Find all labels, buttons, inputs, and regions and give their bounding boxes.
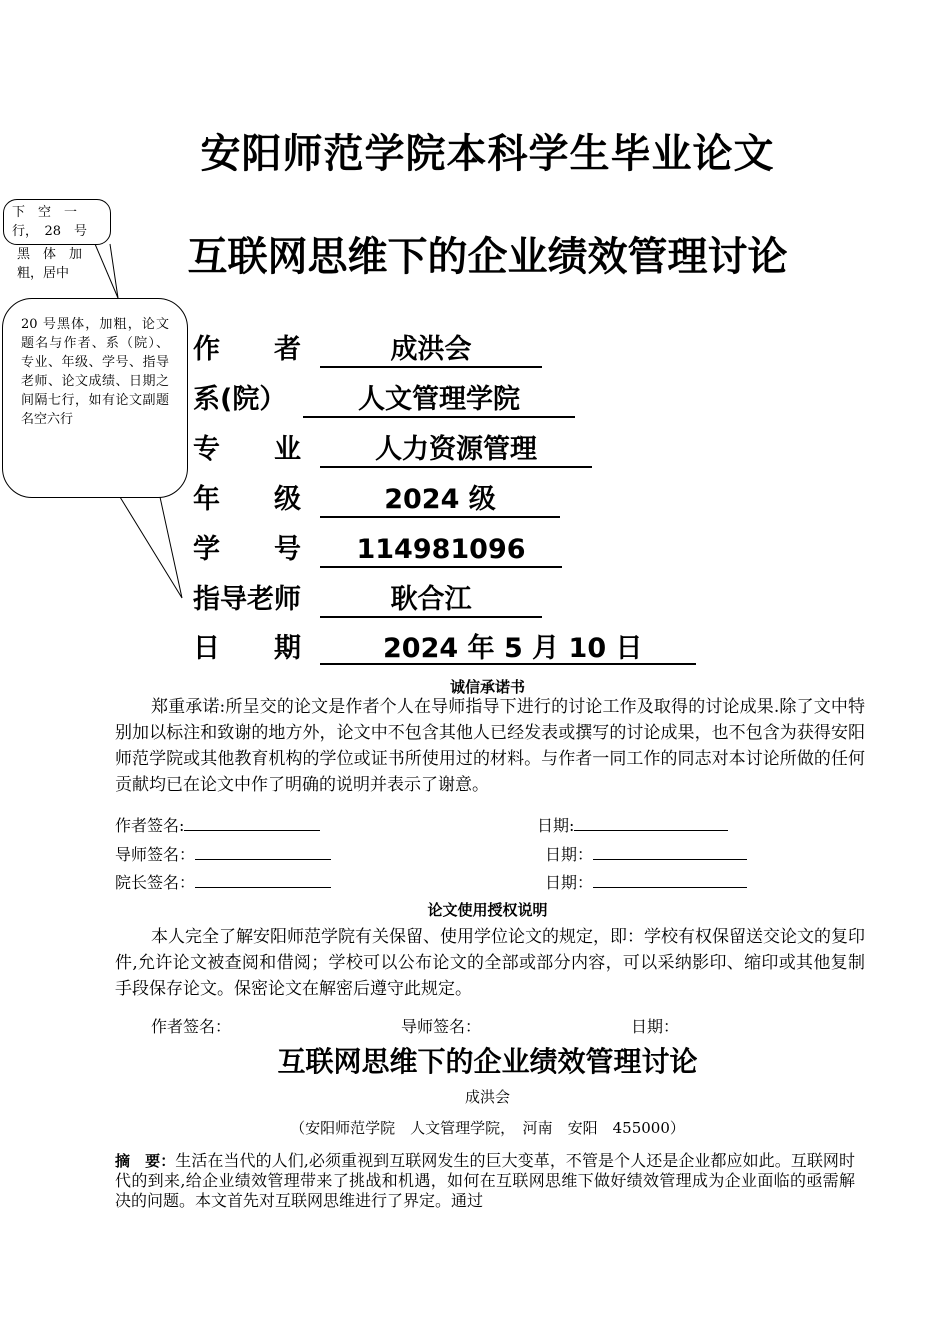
author-label: 作 者: [193, 334, 301, 365]
thesis-title: 互联网思维下的企业绩效管理讨论: [187, 234, 788, 280]
date-line: [574, 814, 728, 831]
integrity-author-sign: [115, 813, 320, 836]
authorization-date: 日期：: [631, 1017, 680, 1036]
integrity-advisor-sign-label: 导师签名：: [115, 845, 196, 864]
date-value: 2024 年 5 月 10 日: [320, 631, 696, 665]
integrity-dean-sign-label: 院长签名：: [115, 873, 196, 892]
grade-row: [193, 482, 496, 518]
integrity-advisor-date-label: 日期：: [545, 845, 594, 864]
integrity-author-date: [537, 813, 728, 836]
format-note-callout-1: [3, 199, 111, 245]
callout1-line2: 行， 28 号: [12, 224, 88, 239]
authorization-body: 本人完全了解安阳师范学院有关保留、使用学位论文的规定，即：学校有权保留送交论文的复印件,允许论文被查阅和借阅；学校可以公布论文的全部或部分内容，可以采纳影印、缩印或其他复制手段保存论文。保密论文在解密后遵守此规定。: [115, 927, 865, 999]
grade-label: 年 级: [193, 484, 301, 515]
major-value: 人力资源管理: [320, 432, 592, 468]
paper-affiliation: （安阳师范学院 人文管理学院， 河南 安阳 455000）: [290, 1119, 685, 1137]
dept-value: 人文管理学院: [303, 382, 575, 418]
school-title: 安阳师范学院本科学生毕业论文: [200, 131, 775, 177]
dept-label: 系(院）: [193, 384, 287, 415]
format-note-callout-2: [2, 298, 188, 498]
advisor-value: 耿合江: [320, 582, 542, 618]
integrity-dean-sign: [115, 870, 331, 893]
integrity-author-date-label: 日期:: [537, 816, 575, 835]
integrity-advisor-sign: [115, 842, 331, 865]
paper-author: 成洪会: [464, 1088, 510, 1106]
authorization-author-sign: 作者签名：: [151, 1017, 232, 1036]
callout1-line1: 下 空 一: [12, 205, 78, 220]
student-id-label: 学 号: [193, 534, 301, 565]
date-row: [193, 631, 643, 667]
date-line: [593, 843, 747, 860]
date-line: [593, 871, 747, 888]
major-row: [193, 432, 537, 468]
callout1-overflow: [17, 245, 82, 283]
integrity-dean-date: [545, 870, 747, 893]
callout2-text: 20 号黑体，加粗，论文题名与作者、系（院）、专业、年级、学号、指导老师、论文成绩、日期之间隔七行，如有论文副题名空六行: [21, 317, 169, 427]
integrity-advisor-date: [545, 842, 747, 865]
signature-line: [184, 814, 320, 831]
authorization-title: 论文使用授权说明: [427, 901, 548, 919]
major-label: 专 业: [193, 434, 301, 465]
signature-line: [195, 843, 331, 860]
author-value: 成洪会: [320, 332, 542, 368]
date-label: 日 期: [193, 633, 301, 664]
abstract-label: 摘 要：: [115, 1152, 176, 1170]
advisor-row: [193, 582, 472, 618]
callout1-line4: 粗，居中: [17, 266, 70, 281]
abstract-text: 生活在当代的人们,必须重视到互联网发生的巨大变革，不管是个人还是企业都应如此。互联网时代的到来,给企业绩效管理带来了挑战和机遇，如何在互联网思维下做好绩效管理成为企业面临的亟需解决的问题。本文首先对互联网思维进行了界定。通过: [115, 1151, 855, 1210]
author-row: [193, 332, 472, 368]
grade-value: 2024 级: [320, 482, 560, 518]
paper-title: 互联网思维下的企业绩效管理讨论: [277, 1045, 698, 1078]
abstract: [115, 1151, 855, 1211]
integrity-author-sign-label: 作者签名:: [115, 816, 185, 835]
authorization-advisor-sign: 导师签名：: [401, 1017, 482, 1036]
integrity-title: 诚信承诺书: [449, 678, 525, 696]
integrity-dean-date-label: 日期：: [545, 873, 594, 892]
integrity-body: 郑重承诺:所呈交的论文是作者个人在导师指导下进行的讨论工作及取得的讨论成果.除了文中特别加以标注和致谢的地方外，论文中不包含其他人已经发表或撰写的讨论成果，也不包含为获得安阳师范学院或其他教育机构的学位或证书所使用过的材料。与作者一同工作的同志对本讨论所做的任何贡献均已在论文中作了明确的说明并表示了谢意。: [115, 697, 865, 795]
callout1-line3: 黑 体 加: [17, 247, 83, 262]
student-id-row: [193, 532, 526, 568]
advisor-label: 指导老师: [193, 584, 301, 615]
student-id-value: 114981096: [320, 532, 562, 568]
signature-line: [195, 871, 331, 888]
dept-row: [193, 382, 520, 418]
